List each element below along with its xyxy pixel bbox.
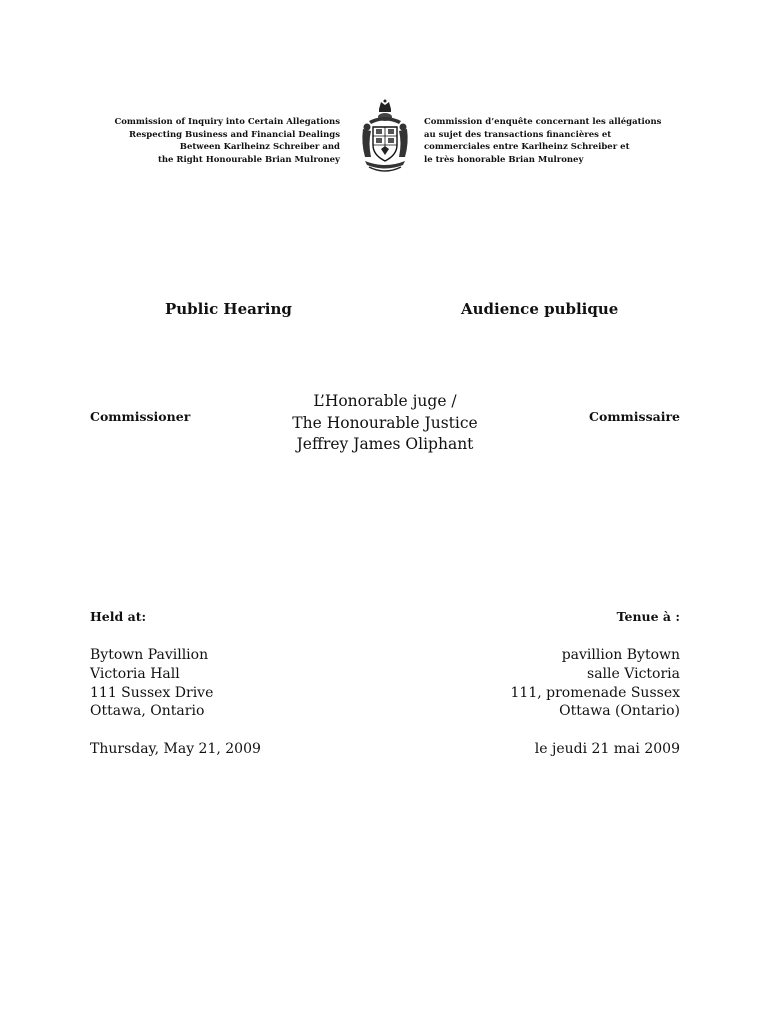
commissioner-name-line: L’Honorable juge /: [313, 392, 457, 410]
address-french: [511, 646, 680, 721]
address-line: pavillion Bytown: [561, 647, 680, 663]
title-french: Audience publique: [461, 300, 619, 318]
header-english: [80, 116, 340, 167]
commissioner-label-french: Commissaire: [589, 409, 680, 424]
coat-of-arms-icon: [359, 99, 411, 175]
commissioner-name-line: Jeffrey James Oliphant: [296, 435, 474, 453]
commissioner-name: [235, 391, 535, 456]
commissioner-label-english: Commissioner: [90, 409, 191, 424]
address-line: Ottawa, Ontario: [90, 703, 205, 720]
header-english-line: Between Karlheinz Schreiber and: [179, 142, 340, 153]
address-line: 111, promenade Sussex: [510, 684, 680, 701]
held-at-label-english: Held at:: [90, 609, 147, 624]
header-english-line: Respecting Business and Financial Dealings: [129, 129, 340, 140]
header-french-line: Commission d’enquête concernant les allégations: [424, 117, 662, 127]
address-line: 111 Sussex Drive: [90, 684, 214, 701]
address-line: Victoria Hall: [90, 665, 180, 682]
commissioner-name-line: The Honourable Justice: [292, 413, 478, 432]
header-french-line: commerciales entre Karlheinz Schreiber et: [424, 142, 630, 153]
address-line: Ottawa (Ontario): [559, 703, 680, 720]
header-french-line: au sujet des transactions financières et: [424, 129, 612, 140]
hearing-date-french: le jeudi 21 mai 2009: [534, 741, 680, 757]
address-line: Bytown Pavillion: [90, 647, 209, 663]
title-english: Public Hearing: [165, 300, 292, 318]
header-french: [424, 116, 684, 167]
address-english: [90, 646, 213, 721]
header-french-line: le très honorable Brian Mulroney: [424, 155, 584, 166]
header-english-line: Commission of Inquiry into Certain Allegations: [114, 117, 340, 127]
address-line: salle Victoria: [587, 665, 680, 682]
held-at-label-french: Tenue à :: [616, 609, 680, 624]
hearing-date-english: Thursday, May 21, 2009: [90, 741, 261, 757]
header-english-line: the Right Honourable Brian Mulroney: [157, 155, 340, 166]
